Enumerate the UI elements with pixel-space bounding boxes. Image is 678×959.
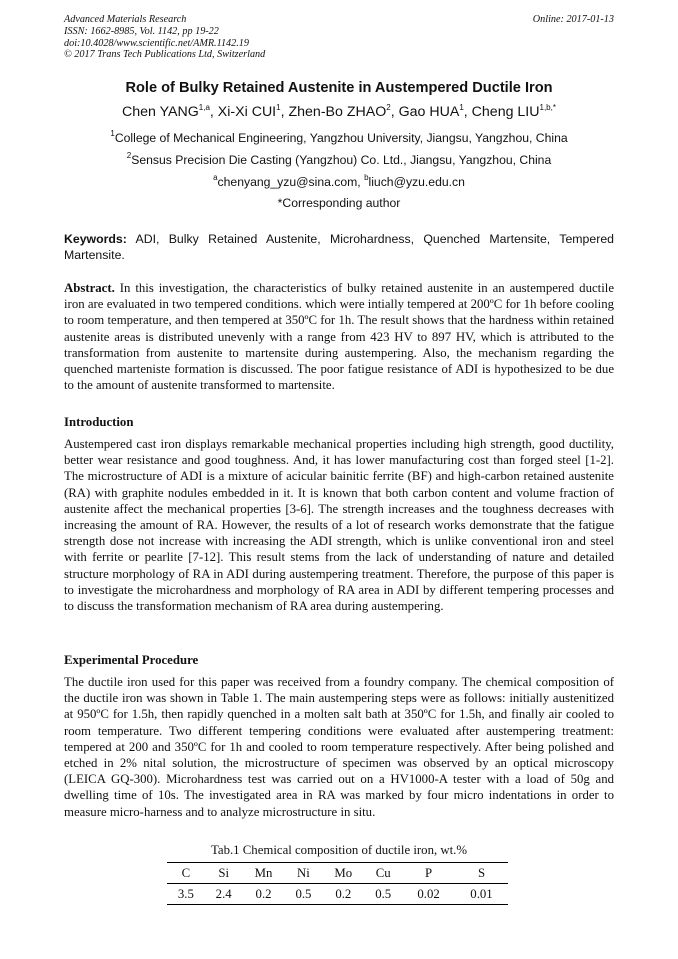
table-header-row [167, 863, 508, 884]
author-name: Gao HUA [398, 104, 460, 120]
table-row [167, 884, 508, 905]
table-cell: 0.2 [243, 884, 285, 905]
online-date [533, 14, 614, 26]
abstract-block [64, 280, 614, 393]
introduction-heading: Introduction [64, 415, 134, 429]
table-header-cell: Si [205, 863, 243, 884]
table-caption: Tab.1 Chemical composition of ductile iron, wt.% [210, 843, 468, 857]
affiliation-sup: 2 [126, 151, 132, 160]
affiliation-sup: 1 [110, 129, 115, 138]
issn-line: ISSN: 1662-8985, Vol. 1142, pp 19-22 [64, 25, 219, 37]
table-cell: 0.5 [285, 884, 323, 905]
affiliation-text: College of Mechanical Engineering, Yangzhou University, Jiangsu, Yangzhou, China [114, 131, 568, 145]
table-header-cell: C [167, 863, 205, 884]
keywords-label: Keywords: [64, 232, 127, 246]
doi-line: doi:10.4028/www.scientific.net/AMR.1142.19 [64, 37, 249, 49]
introduction-text: Austempered cast iron displays remarkable mechanical properties including high strength, good ductility, better wear resistance and good toughness. And, it has lower manufacturing cost than forged steel [1-2]. The microstructure of ADI is a mixture of acicular bainitic ferrite (BF) and high-carbon retained austenite (RA) with graphite nodules embedded in it. It is known that both carbon content and volume fraction of austenite affect the mechanical properties [3-6]. The strength increases and the toughness decreases with increasing the amount of RA. However, the results of a lot of research works demonstrate that the fatigue strength dose not increase with increasing the ADI strength, which is unlike conventional iron and steel with ferrite or pearlite [7-12]. This result stems from the lack of understanding of nature and detailed structure morphology of RA in ADI during austempering treatment. Therefore, the purpose of this paper is to investigate the microhardness and morphology of RA area in ADI by different tempering processes and to discuss the transformation mechanism of RA area during austempering. [64, 437, 614, 614]
table-cell: 2.4 [205, 884, 243, 905]
affiliation-1 [0, 131, 678, 145]
author-sup: 1 [276, 103, 281, 112]
author-name: Cheng LIU [471, 104, 540, 120]
corresponding-author: *Corresponding author [277, 196, 401, 210]
online-date-text: Online: 2017-01-13 [532, 14, 614, 25]
experimental-text: The ductile iron used for this paper was received from a foundry company. The chemical composition of the ductile iron was shown in Table 1. The main austempering steps were as follows: initially austenitized at 950ºC for 1.5h, then rapidly quenched in a molten salt bath at 350ºC for 1.5h, and finally air cooled to room temperature. Two different tempering conditions were evaluated after austempering treatment: tempered at 200 and 350ºC for 1h and cooled to room temperature respectively. After being polished and etched in 2% nital solution, the microstructure of specimen was observed by an optical microscopy (LEICA GQ-300). Microhardness test was carried out on a HV1000-A tester with a load of 50g and dwelling time of 10s. The investigated area in RA was marked by four micro indentations in order to measure micro-harness and to analyze microstructure in situ. [64, 675, 614, 819]
table-header-cell: Mo [322, 863, 364, 884]
author-sup: 1,a [198, 103, 210, 112]
journal-header [64, 14, 265, 61]
email-b[interactable]: liuch@yzu.edu.cn [368, 175, 465, 189]
chemical-composition-table [167, 862, 508, 905]
author-name: Zhen-Bo ZHAO [288, 104, 387, 120]
affiliation-text: Sensus Precision Die Casting (Yangzhou) Co. Ltd., Jiangsu, Yangzhou, China [131, 153, 552, 167]
email-line [0, 175, 678, 189]
table-header-cell: P [402, 863, 455, 884]
author-name: Chen YANG [122, 104, 199, 120]
journal-name: Advanced Materials Research [64, 14, 187, 25]
email-sup: b [364, 173, 369, 182]
table-cell: 0.02 [402, 884, 455, 905]
table-header-cell: Ni [285, 863, 323, 884]
table-cell: 0.5 [364, 884, 402, 905]
email-a[interactable]: chenyang_yzu@sina.com, [217, 175, 365, 189]
experimental-heading: Experimental Procedure [64, 653, 199, 667]
table-header-cell: S [455, 863, 508, 884]
keywords-block [64, 232, 614, 263]
copyright-line: © 2017 Trans Tech Publications Ltd, Switzerland [64, 49, 266, 61]
affiliation-2 [0, 153, 678, 167]
author-sup: 1 [459, 103, 464, 112]
author-sup: 2 [386, 103, 391, 112]
keywords-text: ADI, Bulky Retained Austenite, Microhardness, Quenched Martensite, Tempered Martensite. [64, 232, 614, 262]
paper-title: Role of Bulky Retained Austenite in Austempered Ductile Iron [125, 80, 553, 96]
table-header-cell: Mn [243, 863, 285, 884]
table-cell: 0.2 [322, 884, 364, 905]
abstract-label: Abstract. [64, 281, 115, 295]
table-header-cell: Cu [364, 863, 402, 884]
table-cell: 0.01 [455, 884, 508, 905]
table-cell: 3.5 [167, 884, 205, 905]
author-name: Xi-Xi CUI [217, 104, 277, 120]
author-sup: 1,b,* [539, 103, 556, 112]
email-sup: a [213, 173, 218, 182]
author-list: Chen YANG$^{1,a}$, Xi-Xi CUI$^1$, Zhen-Bo ZHAO$^2$, Gao HUA$^1$, Cheng $LIU^{1,b,*}$ [122, 103, 556, 120]
abstract-text: In this investigation, the characteristics of bulky retained austenite in an austempered ductile iron are evaluated in two tempered conditions. which were intially tempered at 200ºC for 1h before cooling to room temperature, and then tempered at 350ºC for 1h. The result shows that the hardness within retained austenite areas is distributed unevenly with a range from 423 HV to 897 HV, which is attributed to the transformation from austenite to martensite during austempering. Also, the mechanism regarding the quenched marteniste formation is discussed. The poor fatigue resistance of ADI is hypothesized to be due to the amount of austenite transformed to martensite. [64, 281, 614, 393]
